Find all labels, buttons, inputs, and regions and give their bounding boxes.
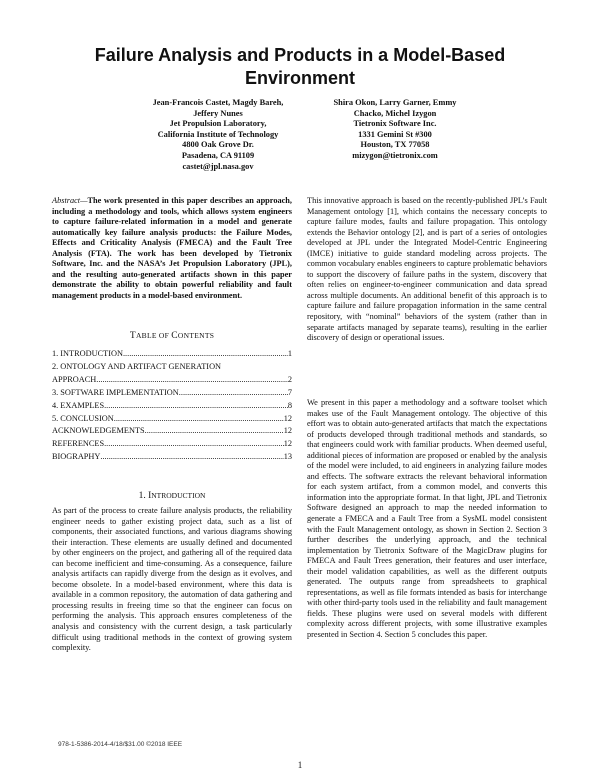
toc-entry-label: APPROACH	[52, 374, 97, 384]
page-number: 1	[297, 760, 303, 770]
toc-entry-page: 12	[283, 439, 292, 449]
toc-entry-label: 2. ONTOLOGY AND ARTIFACT GENERATION	[52, 361, 222, 371]
copyright-footnote: 978-1-5386-2014-4/18/$31.00 ©2018 IEEE	[58, 741, 183, 748]
toc-entry-page: 7	[287, 387, 292, 397]
toc-entry[interactable]	[52, 387, 292, 400]
toc-entry[interactable]	[52, 451, 292, 464]
toc-entry-page: 1	[287, 349, 292, 358]
toc-entry-page: 12	[283, 426, 292, 436]
body-paragraph: We present in this paper a methodology and a software toolset which makes use of the Fault Management ontology. The objective of this effort was to obtain auto-generated artifacts that match the expectations of products developed through traditional methods and standards, so that engineers could work with familiar products. When deemed useful, additional pieces of information are proposed or enabled by the analysis of the model were included, to aid engineers in analyzing failure modes and effects. The software extracts the relevant behavioral information for each system artifact, from a common model, and converts this information into the appropriate format. In that light, JPL and Tietronix Software designed an approach to map the needed information to generate a FMECA and a Fault Tree from a SysML model consistent with the Fault Management ontology, as shown in Section 2. Section 3 further describes the underlying approach, and the technical implementation by Tietronix Software of the MagicDraw plugins for FMECA and Fault Trees generation, their features and user interface, their model validation capabilities, as well as the different outputs generated. The outputs range from spreadsheets to graphical representations, as well as file formats intended as basis for interchange with other third-party tools used in the reliability and fault management fields. These plugins were used on several models with different complexity across different projects, with some illustrative examples presented in Section 4. Section 5 concludes this paper.	[307, 398, 547, 640]
author-email: castet@jpl.nasa.gov	[182, 161, 254, 171]
toc-title	[52, 331, 292, 341]
author-line: California Institute of Technology	[157, 129, 279, 139]
toc-entry-label: 4. EXAMPLES	[52, 400, 105, 410]
toc-entry[interactable]	[52, 425, 292, 438]
author-line: Jean-Francois Castet, Magdy Bareh,	[152, 98, 284, 107]
author-line: 4800 Oak Grove Dr.	[182, 140, 254, 150]
introduction-body	[52, 506, 292, 654]
toc-entry-page: 2	[287, 374, 292, 384]
toc-entry-page: 8	[287, 400, 292, 410]
abstract-lead: Abstract	[52, 196, 81, 205]
toc-title-rest-2: ONTENTS	[177, 331, 215, 340]
right-column-paragraph-2	[307, 398, 547, 641]
author-line: Houston, TX 77058	[360, 140, 430, 150]
section-heading-rest: NTRODUCTION	[151, 491, 206, 500]
abstract-text: The work presented in this paper describes an approach, including a methodology and tools, which allows system engineers to capture failure-related information in a model and generate automatically key failure analysis products: the Failure Modes, Effects and Criticality Analysis (FMECA) and the Fault Tree Analysis (FTA). The work has been developed by Tietronix Software, Inc. and the NASA’s Jet Propulsion Laboratory (JPL), and the resulting auto-generated artifacts shown in this paper demonstrate the ability to obtain powerful reliability and fault management products in a model-based environment.	[52, 196, 292, 300]
toc-entry[interactable]	[52, 400, 292, 413]
section-heading-introduction	[52, 491, 292, 501]
toc-entry-page: 13	[283, 452, 292, 462]
paper-title: Failure Analysis and Products in a Model-Based Environment	[94, 45, 506, 88]
toc-entry-label: 1. INTRODUCTION	[52, 349, 123, 358]
body-paragraph: This innovative approach is based on the recently-published JPL’s Fault Management ontology [1], which contains the necessary concepts to capture failure modes, faults and failure propagation. This ontology extends the Behavior ontology [2], and is part of a series of ontologies developed at JPL under the Integrated Model-Centric Engineering (IMCE) initiative to guide standard modeling across projects. The common vocabulary enables engineers to capture problematic behaviors to support the discovery of failure paths in the system, discovery that often relies on engineer-to-engineer communication and data spread across multiple documents. An additional benefit of this approach is to capture failure and failure propagation information in the same central repository, with “nominal” behaviors of the system (rather than in separate artifacts managed by separate teams), resulting in the earlier discovery of design or operational issues.	[307, 196, 547, 343]
toc-title-initial-2: C	[171, 331, 178, 341]
toc-entry-label: ACKNOWLEDGEMENTS	[52, 426, 145, 436]
author-line: Pasadena, CA 91109	[181, 150, 255, 160]
author-line: Jeffery Nunes	[193, 108, 243, 118]
abstract	[52, 196, 292, 301]
toc-entry[interactable]	[52, 438, 292, 451]
author-line: Chacko, Michel Izygon	[353, 108, 437, 118]
table-of-contents	[52, 348, 292, 464]
author-line: Tietronix Software Inc.	[353, 119, 437, 129]
intro-paragraph: As part of the process to create failure analysis products, the reliability engineer needs to gather existing project data, such as a list of components, their associated functions, and various diagrams showing their interaction. These elements are usually defined and documented by other engineers on the project, and gathering all of the required data can become inefficient and time-consuming. As a consequence, failure analysis artifacts can rapidly diverge from the design as it evolves, and become obsolete. In a model-based environment, where this data is available in a common repository, the automation of data gathering and processing results in freeing time so that the engineer can focus on performing the analysis. This approach ensures completeness of the analysis and consistency with the current design, a task particularly difficult using traditional methods in the context of growing system complexity.	[52, 506, 292, 653]
abstract-dash: —	[80, 196, 88, 205]
toc-entry[interactable]	[52, 348, 292, 361]
author-line: 1331 Gemini St #300	[358, 129, 432, 139]
author-block-jpl	[118, 98, 318, 172]
right-column-paragraph-1	[307, 196, 547, 344]
author-email: mizygon@tietronix.com	[352, 150, 438, 160]
toc-title-rest: ABLE OF	[135, 331, 172, 340]
toc-entry[interactable]	[52, 374, 292, 387]
toc-entry[interactable]	[52, 361, 292, 374]
section-heading-number: 1. I	[138, 491, 152, 501]
toc-entry-label: 5. CONCLUSION	[52, 413, 114, 423]
toc-entry-label: 3. SOFTWARE IMPLEMENTATION	[52, 387, 179, 397]
toc-entry[interactable]	[52, 413, 292, 426]
toc-title-initial: T	[129, 331, 136, 341]
toc-entry-page: 12	[283, 413, 292, 423]
toc-entry-label: REFERENCES	[52, 439, 105, 449]
author-line: Shira Okon, Larry Garner, Emmy	[333, 98, 457, 107]
author-block-tietronix	[300, 98, 490, 162]
author-line: Jet Propulsion Laboratory,	[169, 119, 267, 129]
toc-entry-label: BIOGRAPHY	[52, 452, 101, 462]
